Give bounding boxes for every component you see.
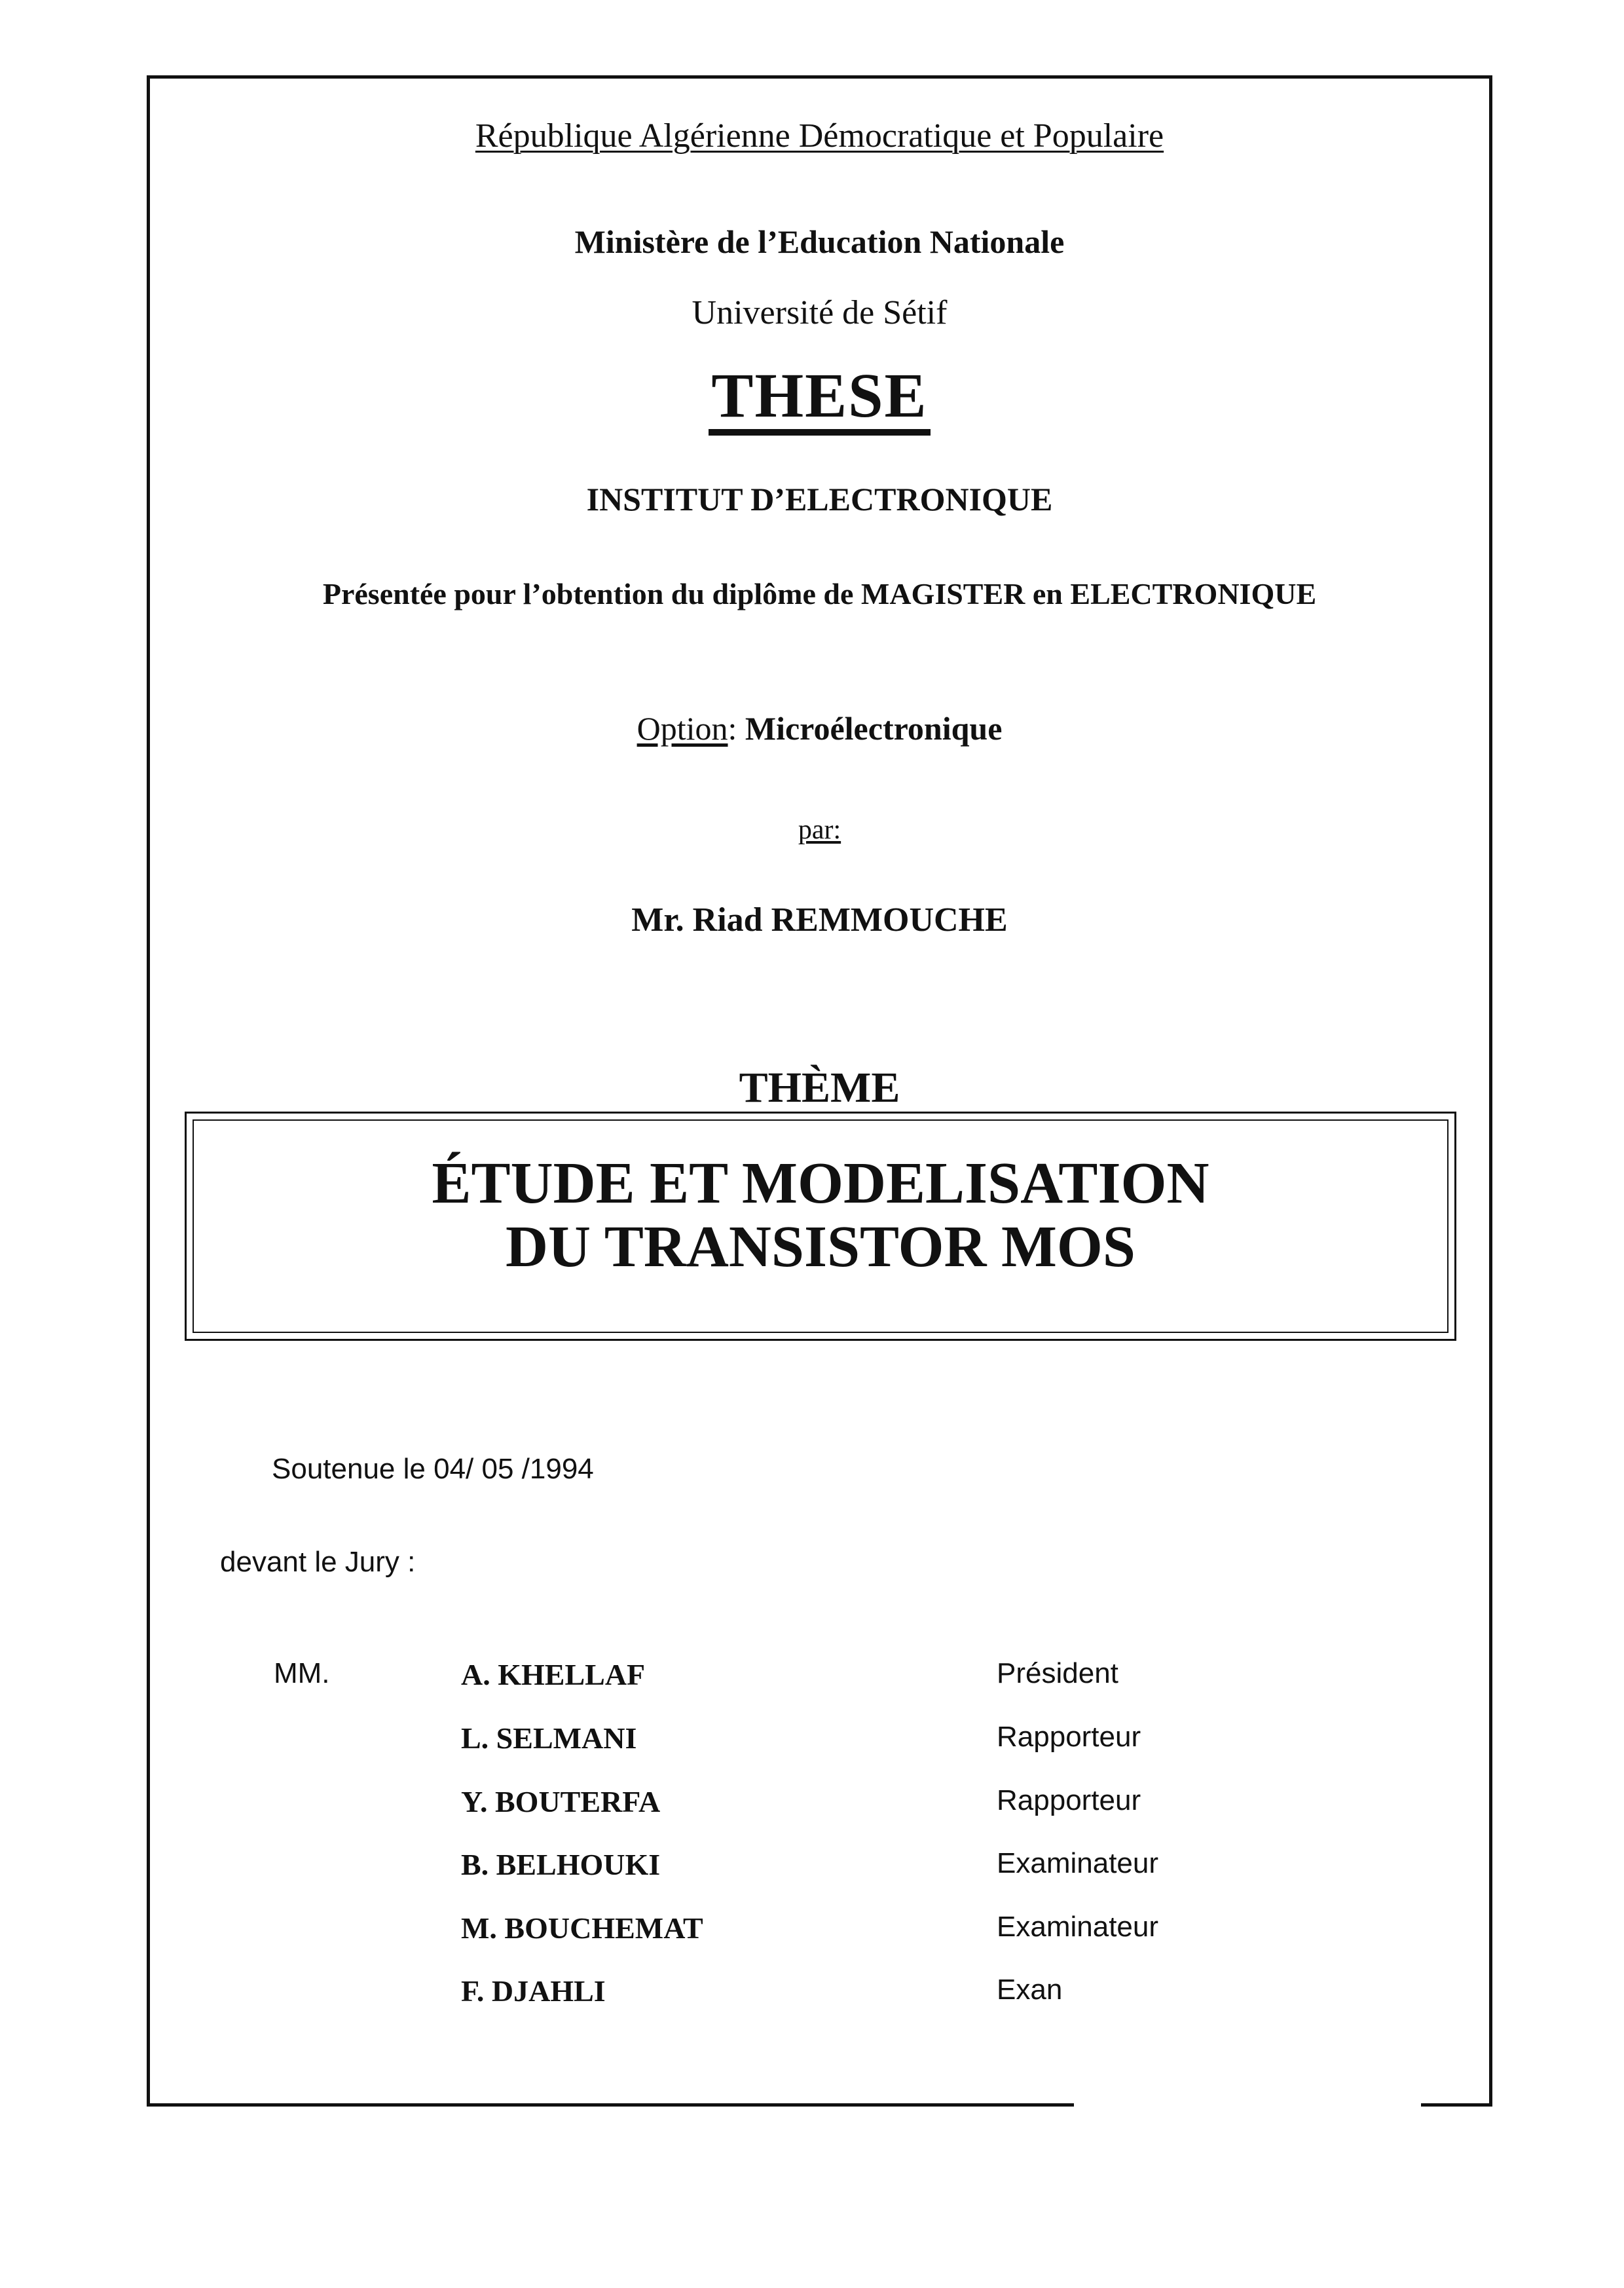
jury-member-role: Exan: [997, 1974, 1063, 2006]
document-type-heading: [147, 359, 1492, 436]
option-value: Microélectronique: [745, 710, 1003, 747]
jury-member-name: Y. BOUTERFA: [461, 1785, 661, 1818]
option-label: Option: [637, 710, 728, 747]
jury-member-role: Rapporteur: [997, 1721, 1141, 1753]
jury-member-name: F. DJAHLI: [461, 1974, 606, 2008]
thesis-title-line1: ÉTUDE ET MODELISATION: [432, 1151, 1209, 1216]
jury-member-name: B. BELHOUKI: [461, 1848, 661, 1881]
option-line: Option: Microélectronique: [637, 710, 1003, 747]
degree-statement: Présentée pour l’obtention du diplôme de MAGISTER en ELECTRONIQUE: [322, 577, 1317, 610]
jury-prefix: MM.: [274, 1657, 330, 1689]
jury-heading: devant le Jury :: [220, 1546, 416, 1578]
republic-heading: République Algérienne Démocratique et Populaire: [475, 117, 1164, 155]
jury-member-name: A. KHELLAF: [461, 1658, 646, 1691]
defense-date-line: [272, 1453, 594, 1486]
institute-name: INSTITUT D’ELECTRONIQUE: [586, 481, 1053, 517]
author-name: Mr. Riad REMMOUCHE: [631, 901, 1008, 939]
theme-label: THÈME: [739, 1064, 900, 1112]
document-type-text: THESE: [709, 363, 930, 436]
defense-label: Soutenue le: [272, 1453, 426, 1485]
jury-member-role: Président: [997, 1657, 1118, 1689]
jury-member-name: M. BOUCHEMAT: [461, 1911, 703, 1945]
jury-member-role: Examinateur: [997, 1847, 1159, 1879]
jury-member-role: Rapporteur: [997, 1784, 1141, 1816]
university-name: Université de Sétif: [692, 294, 948, 331]
ministry-heading: Ministère de l’Education Nationale: [574, 223, 1065, 260]
defense-date: 04/ 05 /1994: [434, 1453, 594, 1485]
jury-member-role: Examinateur: [997, 1911, 1159, 1943]
page-border-bottom-right: [1421, 2103, 1492, 2107]
thesis-title-line2: DU TRANSISTOR MOS: [506, 1214, 1135, 1279]
by-label: par:: [798, 815, 841, 845]
jury-member-name: L. SELMANI: [461, 1721, 637, 1755]
page-border-bottom-left: [147, 2103, 1074, 2107]
